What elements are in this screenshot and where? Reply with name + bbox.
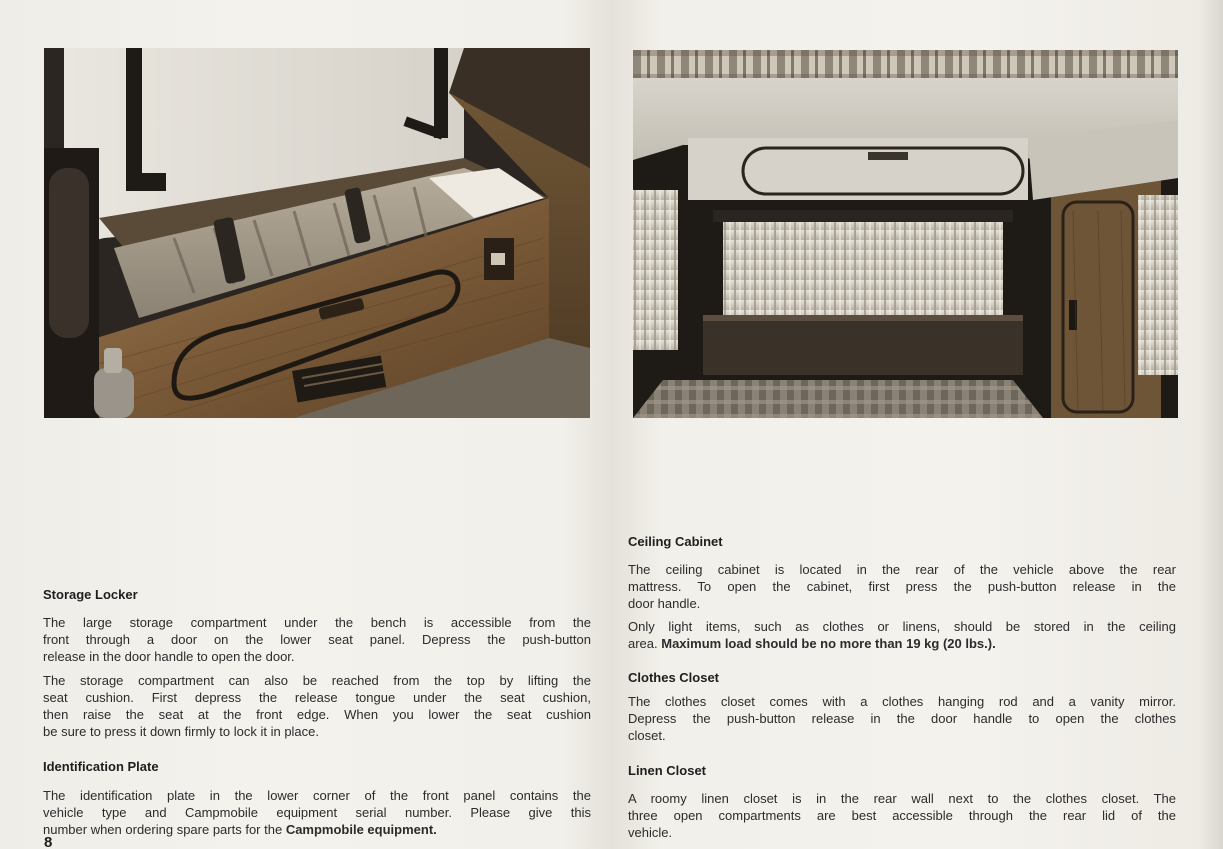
text-line: front through a door on the lower seat panel. Depress the push-button — [43, 632, 591, 647]
storage-locker-heading: Storage Locker — [43, 587, 138, 602]
text-line: closet. — [628, 728, 666, 743]
storage-locker-paragraph-1 — [43, 614, 591, 665]
text-segment: area. — [628, 636, 662, 651]
text-line: then raise the seat at the front edge. When you lower the seat cushion — [43, 707, 591, 722]
text-line: door handle. — [628, 596, 701, 611]
storage-locker-illustration — [44, 48, 590, 418]
text-line: The ceiling cabinet is located in the rear of the vehicle above the rear — [628, 562, 1176, 577]
identification-plate-heading: Identification Plate — [43, 759, 159, 774]
ceiling-cabinet-paragraph-1 — [628, 561, 1176, 612]
text-line: be sure to press it down firmly to lock it in place. — [43, 724, 320, 739]
storage-locker-photo — [44, 48, 590, 418]
linen-closet-paragraph — [628, 790, 1176, 841]
bold-text: Maximum load should be no more than 19 kg (20 lbs.). — [661, 636, 996, 651]
text-line: vehicle type and Campmobile equipment serial number. Please give this — [43, 805, 591, 820]
ceiling-cabinet-heading: Ceiling Cabinet — [628, 534, 723, 549]
text-line: mattress. To open the cabinet, first press the push-button release in the — [628, 579, 1176, 594]
text-line: The large storage compartment under the bench is accessible from the — [43, 615, 591, 630]
ceiling-cabinet-illustration — [633, 50, 1178, 418]
ceiling-cabinet-paragraph-2 — [628, 618, 1176, 652]
text-line: release in the door handle to open the door. — [43, 649, 295, 664]
clothes-closet-heading: Clothes Closet — [628, 670, 720, 685]
clothes-closet-paragraph — [628, 693, 1176, 744]
text-line: Only light items, such as clothes or linens, should be stored in the ceiling — [628, 619, 1176, 634]
text-line: The identification plate in the lower corner of the front panel contains the — [43, 788, 591, 803]
page-number: 8 — [44, 834, 53, 849]
text-line: Depress the push-button release in the door handle to open the clothes — [628, 711, 1176, 726]
bold-text: Campmobile equipment. — [285, 822, 437, 837]
text-segment: number when ordering spare parts for the — [43, 822, 286, 837]
identification-plate-paragraph — [43, 787, 591, 838]
ceiling-cabinet-photo — [633, 50, 1178, 418]
text-line: seat cushion. First depress the release tongue under the seat cushion, — [43, 690, 591, 705]
text-line: vehicle. — [628, 825, 673, 840]
storage-locker-paragraph-2 — [43, 672, 591, 740]
text-line — [628, 635, 1176, 652]
text-line — [43, 821, 591, 838]
text-line: The clothes closet comes with a clothes hanging rod and a vanity mirror. — [628, 694, 1176, 709]
text-line: A roomy linen closet is in the rear wall next to the clothes closet. The — [628, 791, 1176, 806]
linen-closet-heading: Linen Closet — [628, 763, 707, 778]
text-line: The storage compartment can also be reached from the top by lifting the — [43, 673, 591, 688]
text-line: three open compartments are best accessible through the rear lid of the — [628, 808, 1176, 823]
